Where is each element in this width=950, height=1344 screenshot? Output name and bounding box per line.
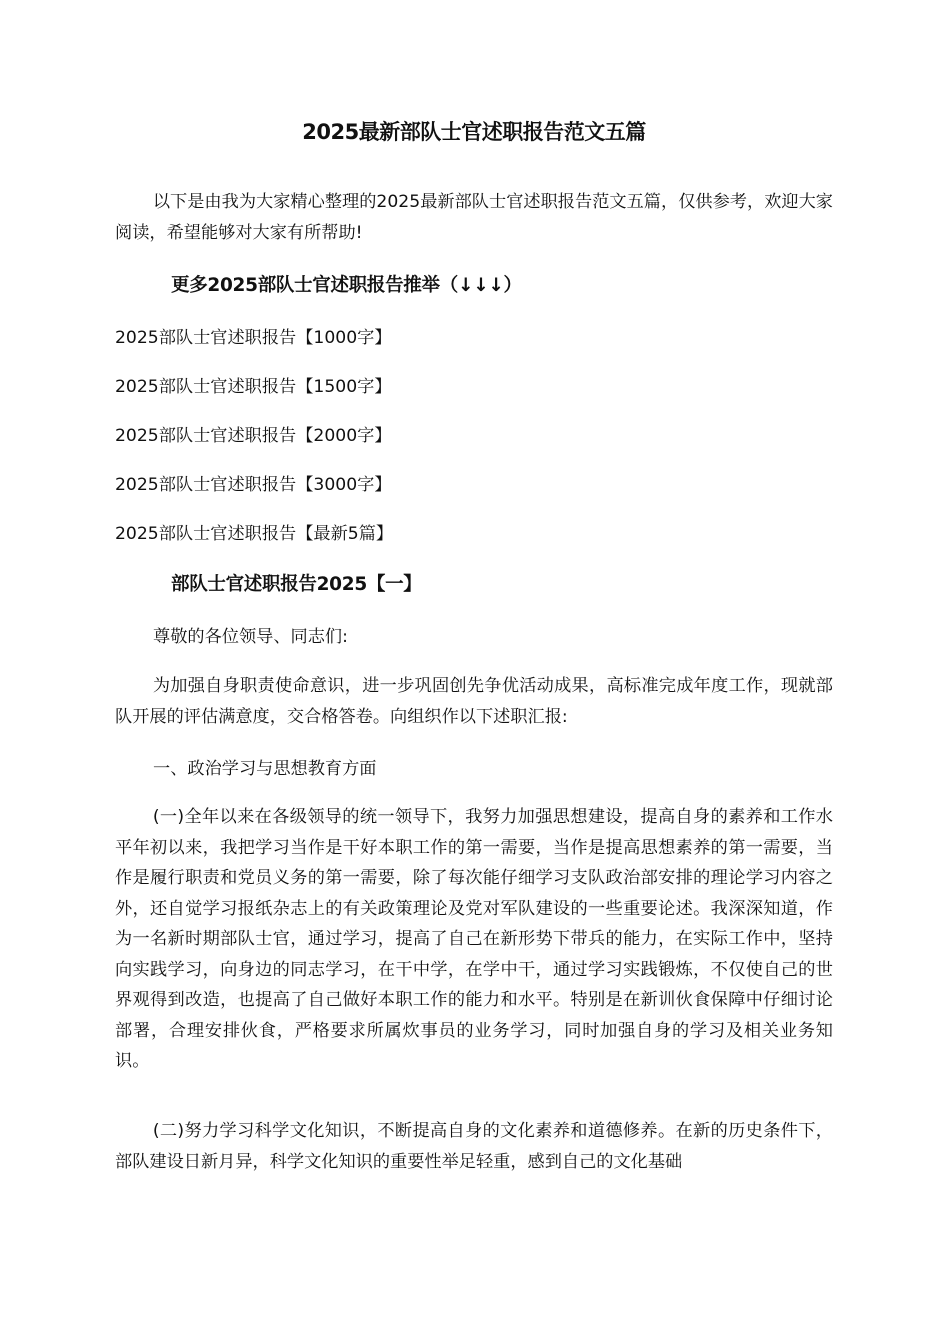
recommended-link-1500[interactable]: 2025部队士官述职报告【1500字】 <box>115 377 392 397</box>
subheading-political-study: 一、政治学习与思想教育方面 <box>153 759 377 779</box>
intro-paragraph: 以下是由我为大家精心整理的2025最新部队士官述职报告范文五篇，仅供参考，欢迎大家阅读，希望能够对大家有所帮助! <box>115 192 833 243</box>
paragraph-science-culture: (二)努力学习科学文化知识，不断提高自身的文化素养和道德修养。在新的历史条件下，部队建设日新月异，科学文化知识的重要性举足轻重，感到自己的文化基础 <box>115 1121 833 1172</box>
document-title: 2025最新部队士官述职报告范文五篇 <box>302 120 646 144</box>
recommended-link-3000[interactable]: 2025部队士官述职报告【3000字】 <box>115 475 392 495</box>
recommended-link-1000[interactable]: 2025部队士官述职报告【1000字】 <box>115 328 392 348</box>
section-one-heading: 部队士官述职报告2025【一】 <box>171 574 422 595</box>
more-recommendations-heading: 更多2025部队士官述职报告推举（↓↓↓） <box>171 275 522 296</box>
recommended-link-latest5[interactable]: 2025部队士官述职报告【最新5篇】 <box>115 524 394 544</box>
paragraph-study-details: (一)全年以来在各级领导的统一领导下，我努力加强思想建设，提高自身的素养和工作水平年初以来，我把学习当作是干好本职工作的第一需要，当作是提高思想素养的第一需要，当作是履行职责和党员义务的第一需要，除了每次能仔细学习支队政治部安排的理论学习内容之外，还自觉学习报纸杂志上的有关政策理论及党对军队建设的一些重要论述。我深深知道，作为一名新时期部队士官，通过学习，提高了自己在新形势下带兵的能力，在实际工作中，坚持向实践学习，向身边的同志学习，在干中学，在学中干，通过学习实践锻炼，不仅使自己的世界观得到改造，也提高了自己做好本职工作的能力和水平。特别是在新训伙食保障中仔细讨论部署，合理安排伙食，严格要求所属炊事员的业务学习，同时加强自身的学习及相关业务知识。 <box>115 807 833 1071</box>
paragraph-responsibility: 为加强自身职责使命意识，进一步巩固创先争优活动成果，高标准完成年度工作，现就部队开展的评估满意度，交合格答卷。向组织作以下述职汇报: <box>115 676 833 727</box>
recommended-link-2000[interactable]: 2025部队士官述职报告【2000字】 <box>115 426 392 446</box>
greeting-line: 尊敬的各位领导、同志们: <box>153 627 348 647</box>
